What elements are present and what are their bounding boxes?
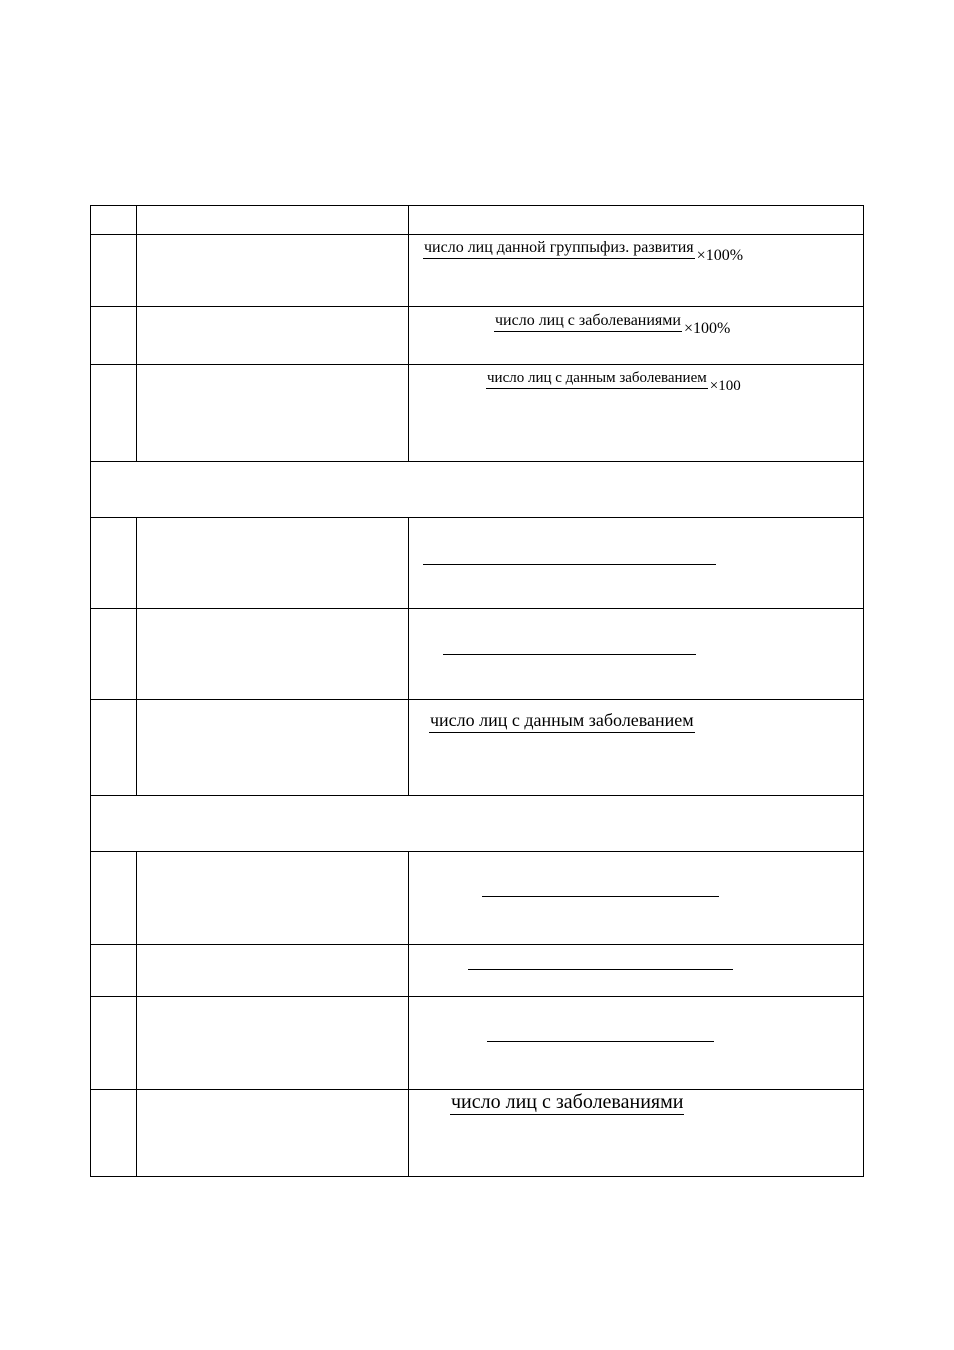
table-row (91, 700, 863, 796)
row-name-cell (137, 609, 409, 699)
row-name-cell (137, 997, 409, 1089)
table-row (91, 852, 863, 945)
table-row (91, 1090, 863, 1176)
row-name-cell (137, 852, 409, 944)
formula-multiplier: ×100 (709, 378, 741, 394)
formula-numerator: число лиц данной группыфиз. развития (423, 239, 695, 259)
row-name-cell (137, 518, 409, 608)
formula-numerator: число лиц с заболеваниями (494, 312, 682, 332)
row-name-cell (137, 365, 409, 461)
table-row (91, 235, 863, 307)
header-formula-cell (409, 206, 863, 234)
table-row (91, 945, 863, 997)
row-number-cell (91, 307, 137, 364)
fraction-bar (443, 654, 696, 655)
row-name-cell (137, 945, 409, 996)
row-formula-cell (409, 609, 863, 699)
row-number-cell (91, 609, 137, 699)
formula-fraction (486, 370, 741, 394)
row-number-cell (91, 235, 137, 306)
table-row (91, 365, 863, 462)
section-header-row (91, 462, 863, 518)
fraction-bar (487, 1041, 714, 1042)
table-row (91, 518, 863, 609)
section-header-row (91, 796, 863, 852)
row-name-cell (137, 700, 409, 795)
formula-numerator: число лиц с заболеваниями (451, 1091, 684, 1113)
formula-fraction (494, 312, 731, 337)
formula-numerator: число лиц с данным заболеванием (429, 711, 695, 733)
formula-numerator: число лиц с данным заболеванием (486, 370, 708, 389)
formula-fraction (450, 1091, 686, 1115)
fraction-bar (423, 564, 716, 565)
formula-multiplier: ×100% (696, 247, 744, 264)
header-number-cell (91, 206, 137, 234)
row-formula-cell (409, 997, 863, 1089)
row-number-cell (91, 518, 137, 608)
table-row (91, 609, 863, 700)
table-header-row (91, 206, 863, 235)
row-formula-cell (409, 307, 863, 364)
row-formula-cell (409, 235, 863, 306)
row-name-cell (137, 235, 409, 306)
fraction-bar (482, 896, 719, 897)
indicators-table (90, 205, 864, 1177)
row-formula-cell (409, 365, 863, 461)
table-row (91, 997, 863, 1090)
row-formula-cell (409, 945, 863, 996)
table-row (91, 307, 863, 365)
row-name-cell (137, 307, 409, 364)
fraction-bar (468, 969, 733, 970)
row-name-cell (137, 1090, 409, 1176)
row-number-cell (91, 997, 137, 1089)
formula-fraction (423, 239, 744, 264)
row-formula-cell (409, 518, 863, 608)
row-number-cell (91, 365, 137, 461)
formula-fraction (429, 710, 697, 733)
row-number-cell (91, 852, 137, 944)
row-number-cell (91, 945, 137, 996)
row-formula-cell (409, 700, 863, 795)
row-formula-cell (409, 852, 863, 944)
row-number-cell (91, 1090, 137, 1176)
row-number-cell (91, 700, 137, 795)
row-formula-cell (409, 1090, 863, 1176)
header-name-cell (137, 206, 409, 234)
formula-multiplier: ×100% (683, 320, 731, 337)
